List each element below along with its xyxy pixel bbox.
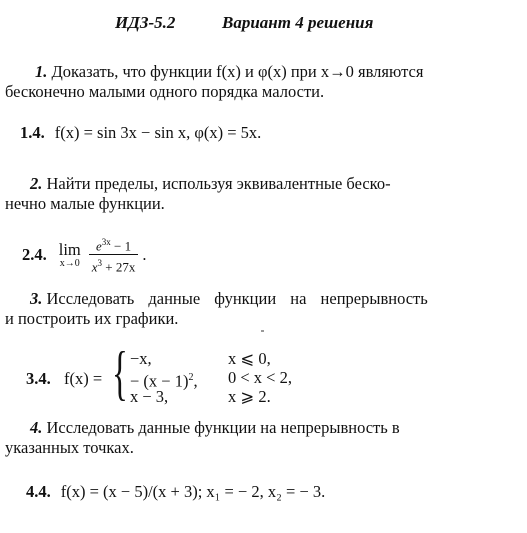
item-4-4 bbox=[26, 482, 325, 502]
task3-text-line2: и построить их графики. bbox=[5, 309, 179, 328]
task4-line1 bbox=[30, 418, 400, 438]
task1-line1 bbox=[35, 62, 423, 82]
piecewise-case2-expr: − $(x - 1)^2$, bbox=[130, 371, 198, 391]
piecewise-brace: { bbox=[112, 340, 128, 406]
limit-end-dot: . bbox=[142, 244, 147, 264]
task3-text-line1: Исследовать данные функции на непрерывность bbox=[46, 289, 428, 308]
task2-number: 2. bbox=[30, 174, 43, 193]
task1-text-line2: бесконечно малыми одного порядка малости. bbox=[5, 82, 325, 101]
task2-line1 bbox=[30, 174, 391, 194]
fraction-numerator: $e^{3x} - 1$ bbox=[89, 234, 139, 255]
task2-text-line2: нечно малые функции. bbox=[5, 194, 165, 213]
item-1-4 bbox=[20, 123, 261, 143]
piecewise-case1-expr: −x, bbox=[130, 349, 152, 368]
variant-title: Вариант 4 решения bbox=[222, 13, 374, 32]
piecewise-case2-cond: 0 < x < 2, bbox=[228, 368, 292, 387]
item-2-4-number: 2.4. bbox=[22, 244, 47, 264]
task3-number: 3. bbox=[30, 289, 43, 308]
task4-text-line1: Исследовать данные функции на непрерывность в bbox=[46, 418, 400, 437]
item-2-4 bbox=[22, 234, 147, 276]
limit-operator bbox=[59, 241, 81, 269]
task1-text-line1: Доказать, что функции f(x) и φ(x) при x→0 являются bbox=[51, 62, 424, 81]
limit-fraction bbox=[89, 234, 139, 276]
piecewise-lhs: f(x) = bbox=[64, 369, 103, 388]
task4-number: 4. bbox=[30, 418, 43, 437]
item-4-4-expression: f(x) = (x − 5)/(x + 3); x₁ = − 2, x₂ = − 3. bbox=[60, 482, 326, 501]
item-4-4-number: 4.4. bbox=[26, 482, 51, 501]
piecewise-case1-cond: x ⩽ 0, bbox=[228, 349, 271, 368]
scan-speck bbox=[261, 330, 264, 332]
task4-text-line2: указанных точках. bbox=[5, 438, 134, 457]
item-1-4-expression: f(x) = sin 3x − sin x, φ(x) = 5x. bbox=[54, 123, 262, 142]
piecewise-case3-expr: x − 3, bbox=[130, 387, 169, 406]
task3-line1 bbox=[30, 289, 428, 309]
fraction-denominator: $x^3 + 27x$ bbox=[91, 258, 136, 275]
limit-subscript: x→0 bbox=[59, 257, 80, 269]
piecewise-case3-cond: x ⩾ 2. bbox=[228, 387, 271, 406]
task1-number: 1. bbox=[35, 62, 48, 81]
limit-word: lim bbox=[58, 239, 81, 259]
task2-text-line1: Найти пределы, используя эквивалентные беско- bbox=[46, 174, 391, 193]
item-3-4-number: 3.4. bbox=[26, 369, 51, 388]
document-code: ИДЗ-5.2 bbox=[115, 13, 176, 32]
item-1-4-number: 1.4. bbox=[20, 123, 45, 142]
